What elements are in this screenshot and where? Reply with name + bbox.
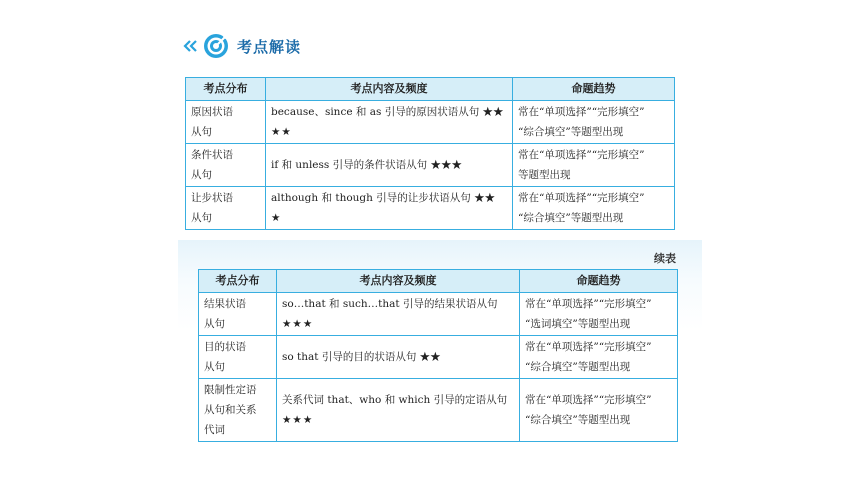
exam-points-table — [185, 77, 675, 230]
trend-cell: 常在“单项选择”“完形填空” 等题型出现 — [513, 144, 675, 187]
content-cell: so that 引导的目的状语从句 ★★ — [277, 336, 520, 379]
exam-points-table-continued — [198, 269, 678, 442]
category-cell: 结果状语 从句 — [199, 293, 277, 336]
category-cell: 条件状语 从句 — [186, 144, 266, 187]
section-title: 考点解读 — [237, 37, 302, 56]
frequency-stars: ★★★ — [282, 414, 314, 426]
double-arrow-icon — [183, 40, 199, 52]
header-category: 考点分布 — [199, 270, 277, 293]
section-header — [183, 32, 301, 60]
trend-cell: 常在“单项选择”“完形填空” “综合填空”等题型出现 — [513, 101, 675, 144]
frequency-stars: ★★★ — [282, 318, 314, 330]
header-content: 考点内容及频度 — [266, 78, 513, 101]
trend-cell: 常在“单项选择”“完形填空” “选词填空”等题型出现 — [520, 293, 678, 336]
content-cell: although 和 though 引导的让步状语从句 ★★ ★ — [266, 187, 513, 230]
category-cell: 限制性定语 从句和关系 代词 — [199, 379, 277, 442]
category-cell: 让步状语 从句 — [186, 187, 266, 230]
content-cell: if 和 unless 引导的条件状语从句 ★★★ — [266, 144, 513, 187]
header-trend: 命题趋势 — [513, 78, 675, 101]
frequency-stars: ★ — [271, 212, 282, 224]
table-row — [199, 293, 678, 336]
continued-label: 续表 — [654, 252, 676, 265]
content-cell: 关系代词 that、who 和 which 引导的定语从句 ★★★ — [277, 379, 520, 442]
content-cell: so…that 和 such…that 引导的结果状语从句 ★★★ — [277, 293, 520, 336]
trend-cell: 常在“单项选择”“完形填空” “综合填空”等题型出现 — [520, 336, 678, 379]
header-trend: 命题趋势 — [520, 270, 678, 293]
trend-cell: 常在“单项选择”“完形填空” “综合填空”等题型出现 — [513, 187, 675, 230]
table-header-row — [186, 78, 675, 101]
table-row — [199, 379, 678, 442]
table-row — [199, 336, 678, 379]
table-row — [186, 101, 675, 144]
header-content: 考点内容及频度 — [277, 270, 520, 293]
category-cell: 目的状语 从句 — [199, 336, 277, 379]
trend-cell: 常在“单项选择”“完形填空” “综合填空”等题型出现 — [520, 379, 678, 442]
frequency-stars: ★★ — [271, 126, 292, 138]
target-icon — [203, 33, 229, 59]
table-row — [186, 187, 675, 230]
content-cell: because、since 和 as 引导的原因状语从句 ★★ ★★ — [266, 101, 513, 144]
category-cell: 原因状语 从句 — [186, 101, 266, 144]
header-category: 考点分布 — [186, 78, 266, 101]
table-header-row — [199, 270, 678, 293]
table-row — [186, 144, 675, 187]
